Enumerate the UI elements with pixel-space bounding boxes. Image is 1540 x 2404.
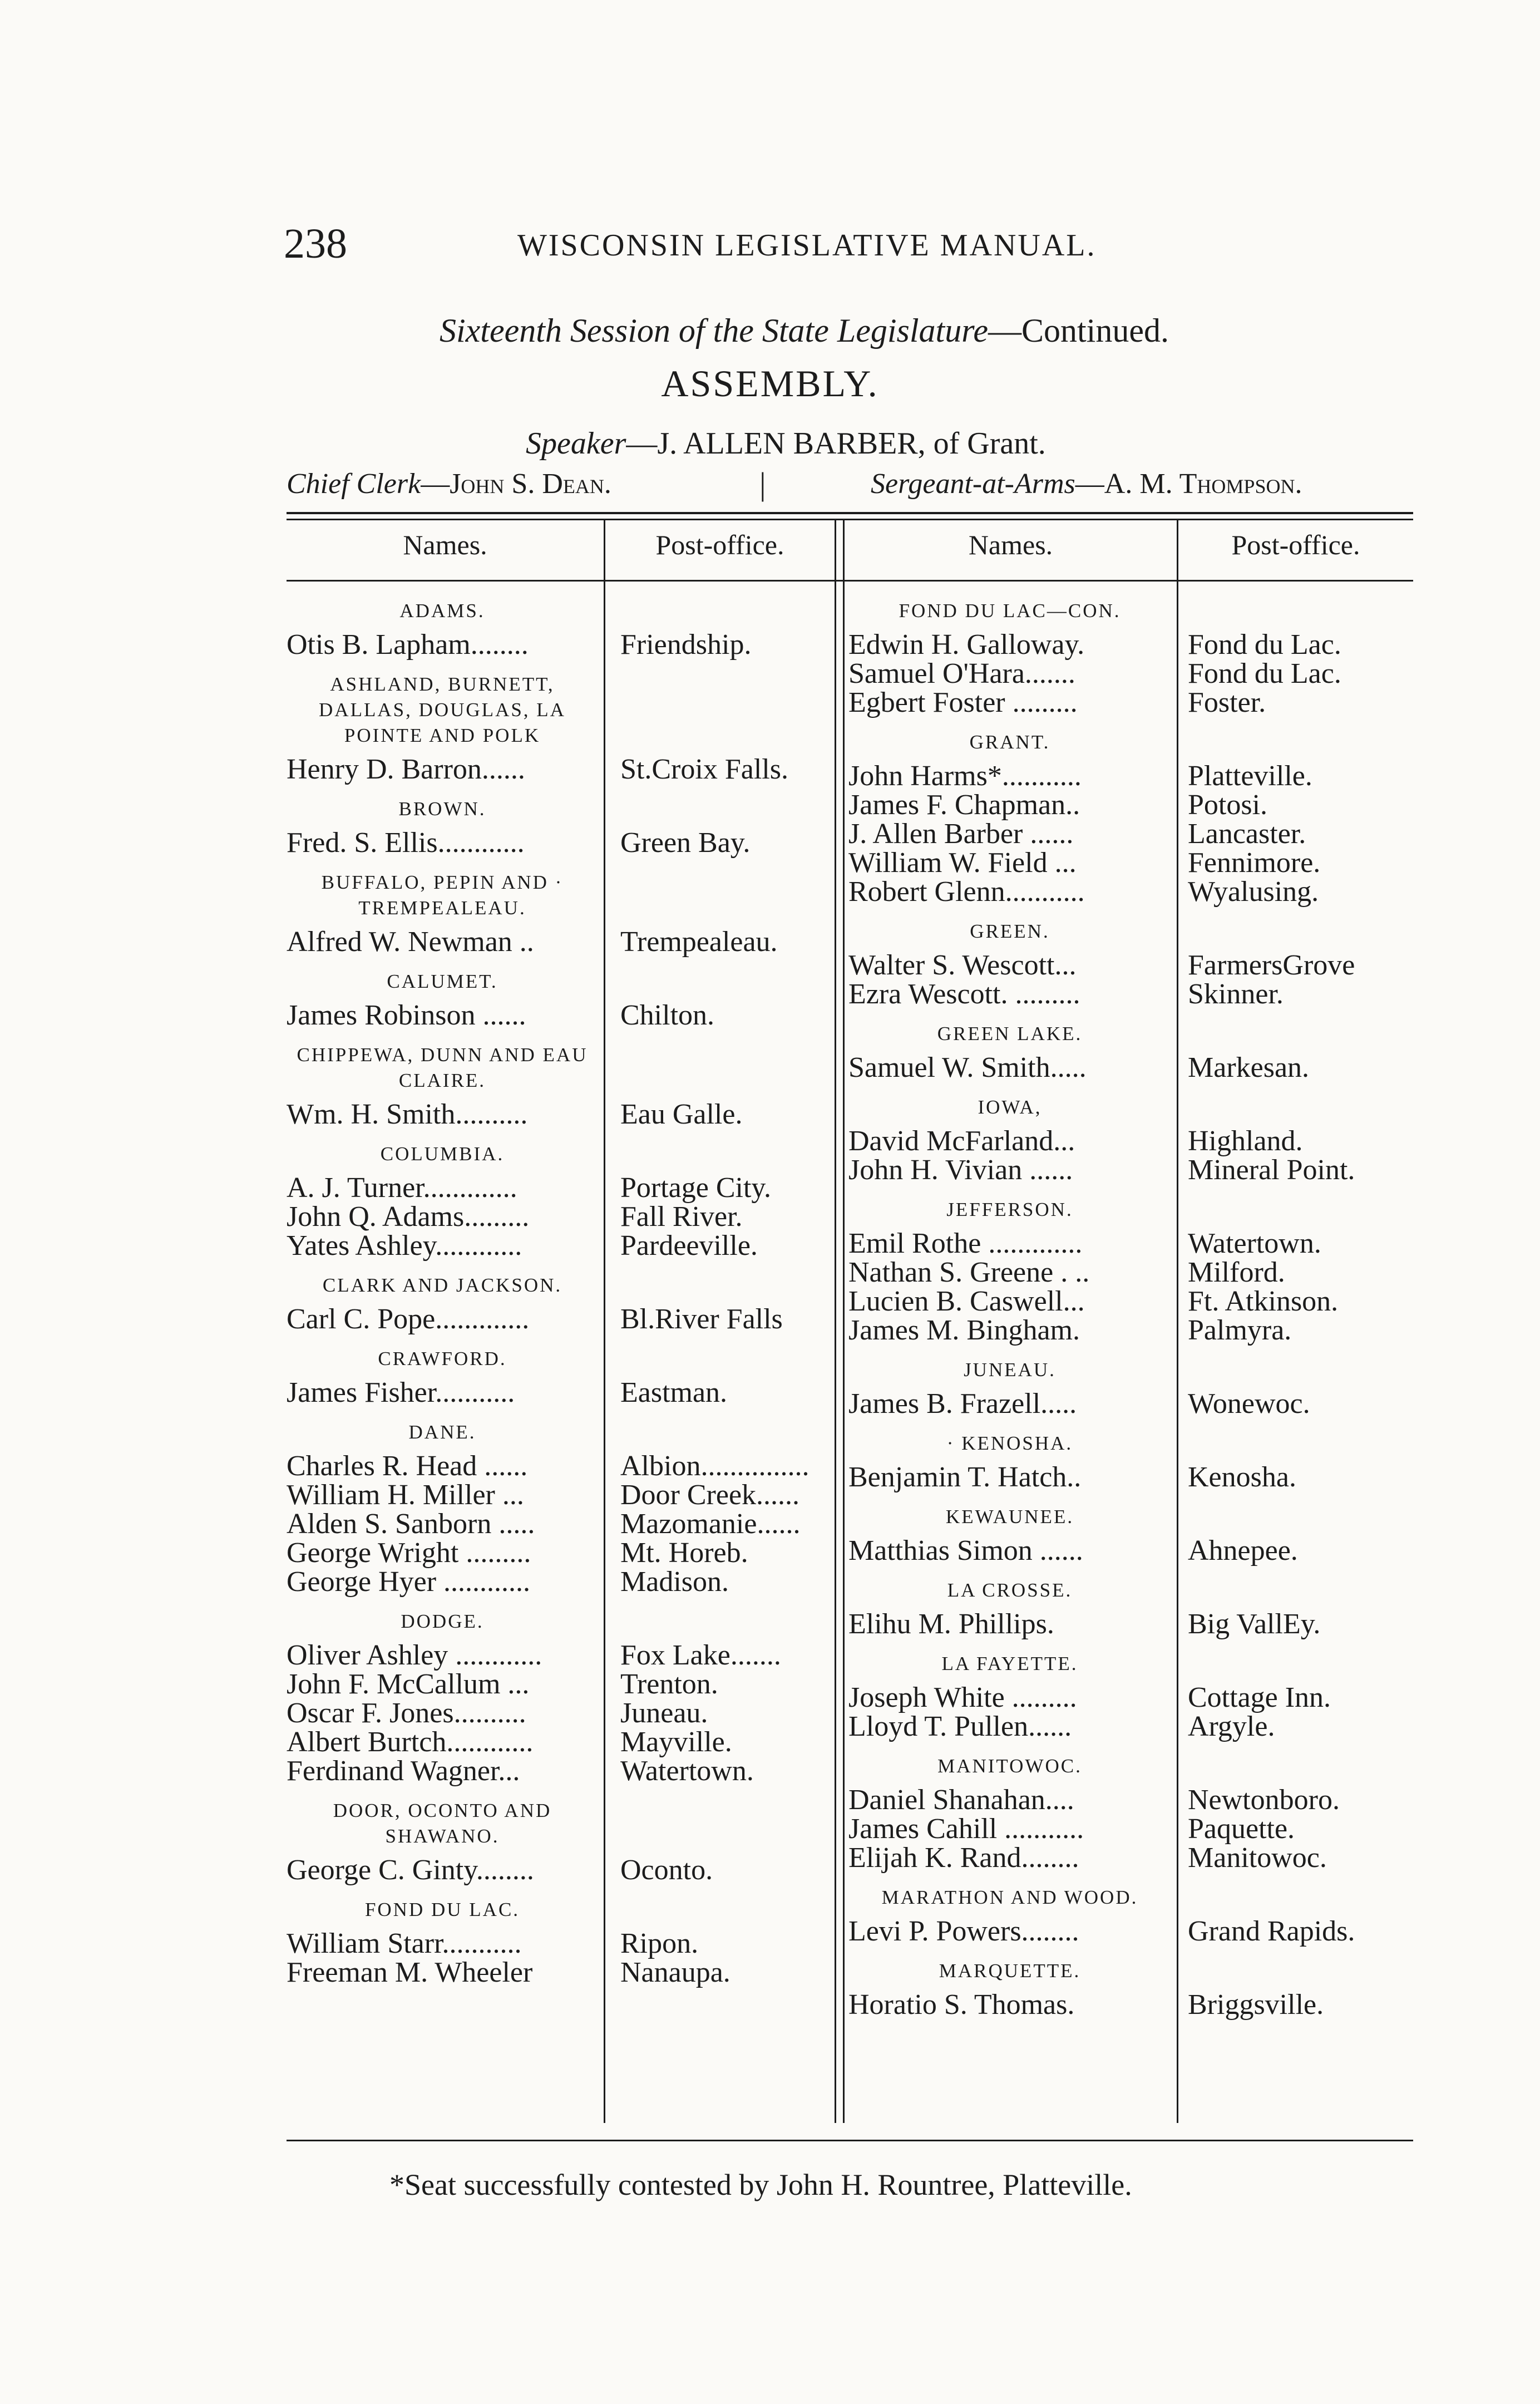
left-county-heading: DOOR, OCONTO AND SHAWANO. (333, 1800, 552, 1847)
right-member-name: Samuel W. Smith..... (848, 1052, 1087, 1083)
left-member-post-office: St.Croix Falls. (620, 753, 788, 785)
officers-separator: | (759, 466, 766, 502)
right-member-name: John H. Vivian ...... (848, 1154, 1073, 1186)
chief-clerk-label: Chief Clerk (287, 468, 421, 500)
left-member-post-office: Eau Galle. (620, 1098, 743, 1130)
right-member-post-office: Manitowoc. (1188, 1842, 1327, 1874)
left-member-post-office: Green Bay. (620, 827, 751, 859)
right-member-name: Matthias Simon ...... (848, 1535, 1083, 1566)
left-member-post-office: Door Creek...... (620, 1479, 800, 1511)
left-member-post-office: Fall River. (620, 1201, 743, 1233)
left-member-name: Henry D. Barron...... (287, 753, 525, 785)
right-member-name: James M. Bingham. (848, 1314, 1080, 1346)
right-county-heading: GRANT. (969, 731, 1050, 753)
left-member-name: Albert Burtch............ (287, 1726, 534, 1758)
left-county-heading: BROWN. (398, 798, 486, 820)
left-county-heading: COLUMBIA. (380, 1143, 505, 1165)
right-member-name: Egbert Foster ......... (848, 687, 1078, 718)
chief-clerk (287, 467, 611, 500)
right-member-name: John Harms*........... (848, 760, 1082, 792)
chief-clerk-value: —John S. Dean. (421, 468, 611, 500)
right-member-post-office: Milford. (1188, 1257, 1285, 1288)
sergeant-label: Sergeant-at-Arms (871, 468, 1075, 500)
right-member-name: David McFarland... (848, 1125, 1075, 1157)
left-member-name: Oliver Ashley ............ (287, 1639, 542, 1671)
right-member-post-office: Wyalusing. (1188, 876, 1319, 908)
right-member-name: Emil Rothe ............. (848, 1228, 1083, 1259)
right-member-post-office: Mineral Point. (1188, 1154, 1355, 1186)
footnote: *Seat successfully contested by John H. Rountree, Platteville. (389, 2168, 1132, 2201)
right-member-post-office: Skinner. (1188, 978, 1284, 1010)
right-county-heading: LA CROSSE. (947, 1579, 1073, 1601)
left-member-name: Alden S. Sanborn ..... (287, 1508, 535, 1540)
left-county-heading: ASHLAND, BURNETT, DALLAS, DOUGLAS, LA POINTE AND POLK (319, 673, 566, 746)
right-county-heading: IOWA, (978, 1096, 1042, 1118)
left-member-post-office: Eastman. (620, 1377, 728, 1408)
left-member-post-office: Albion............... (620, 1450, 810, 1482)
left-member-post-office: Nanaupa. (620, 1957, 730, 1988)
right-member-name: Levi P. Powers........ (848, 1915, 1079, 1947)
left-county-heading: CALUMET. (387, 971, 498, 992)
right-county-heading: MANITOWOC. (937, 1755, 1082, 1777)
chamber-title: ASSEMBLY. (661, 362, 879, 405)
left-member-name: Carl C. Pope............. (287, 1303, 530, 1335)
names-header-right: Names. (968, 529, 1053, 560)
right-member-post-office: Fennimore. (1188, 847, 1321, 879)
right-member-name: Daniel Shanahan.... (848, 1784, 1074, 1816)
right-county-heading: KEWAUNEE. (945, 1506, 1074, 1528)
right-member-post-office: Ahnepee. (1188, 1535, 1298, 1566)
left-member-name: Ferdinand Wagner... (287, 1755, 520, 1787)
speaker-line (526, 426, 1046, 461)
right-member-post-office: Grand Rapids. (1188, 1915, 1355, 1947)
speaker-value: —J. ALLEN BARBER, of Grant. (626, 426, 1046, 461)
left-member-post-office: Madison. (620, 1566, 729, 1598)
center-divider-2 (843, 520, 845, 2123)
left-member-name: Fred. S. Ellis............ (287, 827, 525, 859)
right-member-name: Nathan S. Greene . .. (848, 1257, 1090, 1288)
right-member-name: James B. Frazell..... (848, 1388, 1077, 1420)
left-member-post-office: Bl.River Falls (620, 1303, 783, 1335)
right-county-heading: MARQUETTE. (939, 1960, 1081, 1982)
right-member-post-office: Cottage Inn. (1188, 1682, 1331, 1713)
right-member-post-office: FarmersGrove (1188, 949, 1355, 981)
right-member-post-office: Platteville. (1188, 760, 1312, 792)
page-header (284, 220, 1285, 270)
right-member-post-office: Fond du Lac. (1188, 629, 1341, 661)
right-member-name: James Cahill ........... (848, 1813, 1084, 1845)
right-member-name: Ezra Wescott. ......... (848, 978, 1080, 1010)
left-member-name: Oscar F. Jones.......... (287, 1697, 526, 1729)
running-head: WISCONSIN LEGISLATIVE MANUAL. (517, 228, 1097, 263)
right-member-name: Joseph White ......... (848, 1682, 1077, 1713)
session-title (440, 312, 1169, 350)
left-member-name: William H. Miller ... (287, 1479, 524, 1511)
right-member-post-office: Markesan. (1188, 1052, 1310, 1083)
left-column-divider (604, 520, 605, 2123)
names-header-left: Names. (403, 529, 487, 560)
left-member-name: James Fisher........... (287, 1377, 515, 1408)
right-member-name: Horatio S. Thomas. (848, 1989, 1075, 2021)
right-member-name: Samuel O'Hara....... (848, 658, 1075, 689)
session-title-italic: Sixteenth Session of the State Legislature (440, 312, 988, 349)
right-member-post-office: Newtonboro. (1188, 1784, 1340, 1816)
left-member-name: Yates Ashley............ (287, 1230, 522, 1262)
right-member-post-office: Lancaster. (1188, 818, 1306, 850)
right-member-name: J. Allen Barber ...... (848, 818, 1074, 850)
right-member-post-office: Highland. (1188, 1125, 1303, 1157)
left-member-name: George Hyer ............ (287, 1566, 531, 1598)
right-member-post-office: Foster. (1188, 687, 1266, 718)
session-title-suffix: —Continued. (988, 312, 1169, 349)
right-county-heading: GREEN. (970, 920, 1050, 942)
right-member-post-office: Briggsville. (1188, 1989, 1324, 2021)
left-member-name: Otis B. Lapham........ (287, 629, 529, 661)
left-member-post-office: Ripon. (620, 1928, 699, 1959)
left-member-name: A. J. Turner............. (287, 1172, 517, 1204)
left-member-post-office: Mt. Horeb. (620, 1537, 748, 1569)
right-member-name: Robert Glenn........... (848, 876, 1085, 908)
table-top-rule-1 (287, 512, 1413, 514)
left-county-heading: CHIPPEWA, DUNN AND EAU CLAIRE. (297, 1044, 588, 1091)
left-county-heading: CLARK AND JACKSON. (322, 1274, 562, 1296)
left-member-post-office: Oconto. (620, 1854, 713, 1886)
right-county-heading: JUNEAU. (964, 1359, 1056, 1381)
right-member-post-office: Potosi. (1188, 789, 1268, 821)
right-member-name: James F. Chapman.. (848, 789, 1080, 821)
left-member-post-office: Mazomanie...... (620, 1508, 801, 1540)
left-member-name: George C. Ginty........ (287, 1854, 534, 1886)
left-member-post-office: Friendship. (620, 629, 752, 661)
left-member-name: Charles R. Head ...... (287, 1450, 528, 1482)
right-member-name: Elihu M. Phillips. (848, 1608, 1054, 1640)
right-member-post-office: Paquette. (1188, 1813, 1295, 1845)
left-member-post-office: Trenton. (620, 1668, 718, 1700)
right-county-heading: GREEN LAKE. (937, 1023, 1083, 1045)
right-column-divider (1177, 520, 1178, 2123)
assembly-roster-table (287, 512, 1413, 2154)
right-county-heading: JEFFERSON. (946, 1199, 1073, 1220)
left-county-heading: DANE. (408, 1421, 476, 1443)
left-member-post-office: Pardeeville. (620, 1230, 758, 1262)
right-county-heading: MARATHON AND WOOD. (881, 1886, 1138, 1908)
officers-line (287, 467, 1413, 501)
left-member-post-office: Portage City. (620, 1172, 772, 1204)
right-member-name: William W. Field ... (848, 847, 1077, 879)
left-member-name: Wm. H. Smith.......... (287, 1098, 528, 1130)
post-office-header-left: Post-office. (655, 529, 784, 560)
left-county-heading: DODGE. (401, 1610, 484, 1632)
right-member-name: Lloyd T. Pullen...... (848, 1711, 1072, 1742)
right-member-name: Edwin H. Galloway. (848, 629, 1085, 661)
left-member-post-office: Juneau. (620, 1697, 708, 1729)
left-member-post-office: Watertown. (620, 1755, 754, 1787)
right-member-name: Elijah K. Rand........ (848, 1842, 1079, 1874)
left-member-name: Alfred W. Newman .. (287, 926, 534, 958)
right-member-name: Lucien B. Caswell... (848, 1285, 1085, 1317)
right-member-post-office: Ft. Atkinson. (1188, 1285, 1339, 1317)
center-divider-1 (835, 520, 836, 2123)
sergeant-at-arms (871, 467, 1302, 500)
left-county-heading: FOND DU LAC. (364, 1899, 520, 1920)
left-member-name: John F. McCallum ... (287, 1668, 530, 1700)
sergeant-value: —A. M. Thompson. (1075, 468, 1302, 500)
right-member-post-office: Argyle. (1188, 1711, 1275, 1742)
right-county-heading: FOND DU LAC—CON. (899, 600, 1121, 622)
post-office-header-right: Post-office. (1231, 529, 1360, 560)
left-member-post-office: Chilton. (620, 999, 715, 1031)
right-member-name: Walter S. Wescott... (848, 949, 1077, 981)
right-member-post-office: Big VallEy. (1188, 1608, 1321, 1640)
page-number: 238 (284, 220, 347, 267)
table-bottom-rule (287, 2140, 1413, 2141)
left-member-name: William Starr........... (287, 1928, 522, 1959)
right-member-post-office: Watertown. (1188, 1228, 1321, 1259)
left-member-name: John Q. Adams......... (287, 1201, 530, 1233)
right-member-post-office: Kenosha. (1188, 1461, 1296, 1493)
right-county-heading: · KENOSHA. (946, 1432, 1073, 1454)
table-top-rule-2 (287, 519, 1413, 520)
right-member-post-office: Wonewoc. (1188, 1388, 1310, 1420)
left-county-heading: BUFFALO, PEPIN AND · TREMPEALEAU. (321, 871, 564, 919)
table-header-rule (287, 580, 1413, 582)
left-member-name: Freeman M. Wheeler (287, 1957, 533, 1988)
left-county-heading: ADAMS. (399, 600, 485, 622)
left-member-post-office: Fox Lake....... (620, 1639, 781, 1671)
speaker-label: Speaker (526, 426, 626, 461)
right-county-heading: LA FAYETTE. (941, 1653, 1078, 1674)
right-member-post-office: Palmyra. (1188, 1314, 1292, 1346)
left-county-heading: CRAWFORD. (378, 1348, 507, 1370)
left-member-name: George Wright ......... (287, 1537, 531, 1569)
right-member-post-office: Fond du Lac. (1188, 658, 1341, 689)
left-member-post-office: Trempealeau. (620, 926, 778, 958)
right-member-name: Benjamin T. Hatch.. (848, 1461, 1082, 1493)
left-member-name: James Robinson ...... (287, 999, 526, 1031)
left-member-post-office: Mayville. (620, 1726, 732, 1758)
